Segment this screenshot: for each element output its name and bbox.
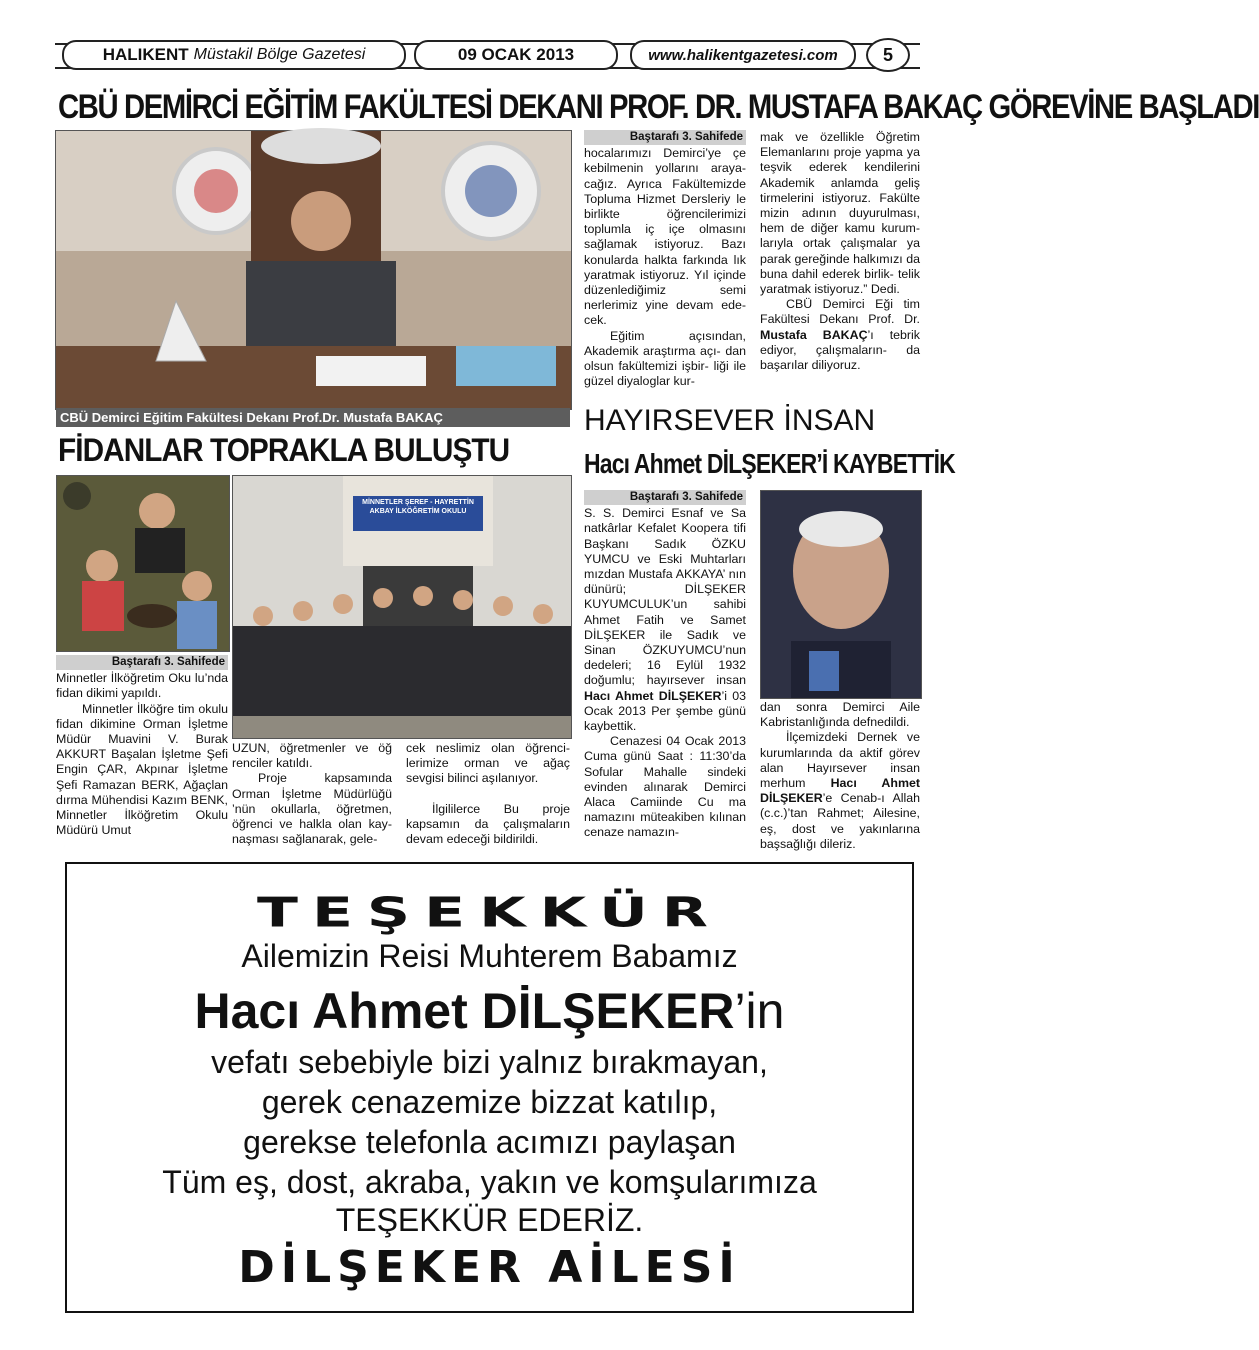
article3-column-1 <box>584 490 746 841</box>
article2-col2-paragraph1: UZUN, öğretmenler ve öğ renciler katıldı. <box>232 741 392 771</box>
article1-headline: CBÜ DEMİRCİ EĞİTİM FAKÜLTESİ DEKANI PROF. DR. MUSTAFA BAKAÇ GÖREVİNE BAŞLADI <box>58 88 1259 126</box>
article2-column-3 <box>406 741 570 847</box>
tree-planting-illustration <box>57 476 229 651</box>
article2-col3-paragraph2: İlgililerce Bu proje kapsamın da çalışmaların devam edeceği bildirildi. <box>406 801 570 847</box>
article3-column-2 <box>760 700 920 852</box>
ad-line5: gerekse telefonla acımızı paylaşan <box>243 1124 736 1160</box>
thank-you-ad <box>65 862 914 1313</box>
article2-col2-paragraph2: Proje kapsamında Orman İşletme Müdürlüğü ’nün okullarla, öğretmen, öğrenci ve halkla olan kay- naşması sağlanarak, gele- <box>232 771 392 847</box>
dean-photo-illustration <box>56 131 571 409</box>
page-number: 5 <box>866 38 910 72</box>
ad-line6: Tüm eş, dost, akraba, yakın ve komşularımıza <box>162 1164 817 1200</box>
article2-continued-label: Baştarafı 3. Sahifede <box>56 655 228 670</box>
article1-col2-paragraph2 <box>760 297 920 373</box>
ad-line7: TEŞEKKÜR EDERİZ. <box>335 1202 644 1238</box>
tree-planting-photo <box>56 475 230 652</box>
deceased-portrait <box>760 490 922 699</box>
school-sign: MİNNETLER ŞEREF - HAYRETTİN AKBAY İLKÖĞRETİM OKULU <box>362 499 474 515</box>
article1-continued-label: Baştarafı 3. Sahifede <box>584 130 746 145</box>
article2-column-2 <box>232 741 392 847</box>
deceased-name: Hacı Ahmet DİLŞEKER <box>584 688 722 703</box>
ad-line4: gerek cenazemize bizzat katılıp, <box>261 1084 718 1120</box>
article3-col1-paragraph1 <box>584 506 746 734</box>
article2-col1-paragraph1: Minnetler İlköğretim Oku lu’nda fidan dikimi yapıldı. <box>56 671 228 701</box>
article3-col1-p1-post: ’i 03 Ocak 2013 Per şembe günü kaybettik. <box>584 688 746 734</box>
article3-col2-paragraph1: dan sonra Demirci Aile Kabristanlığında defnedildi. <box>760 700 920 730</box>
article2-headline: FİDANLAR TOPRAKLA BULUŞTU <box>58 432 510 468</box>
article3-col2-p2-pre: İlçemizdeki Dernek ve kurumlarında da aktif görev alan Hayırsever insan merhum <box>760 730 920 791</box>
dean-photo-caption: CBÜ Demirci Eğitim Fakültesi Dekanı Prof.Dr. Mustafa BAKAÇ <box>56 408 570 427</box>
paper-name-pill <box>62 40 406 70</box>
article1-column-1 <box>584 130 746 389</box>
article3-headline: Hacı Ahmet DİLŞEKER’İ KAYBETTİK <box>584 448 955 479</box>
article1-col1-paragraph2: Eğitim açısından, Akademik araştırma açı- dan olsun fakültemizi işbir- liği ile güzel diyaloglar kur- <box>584 328 746 389</box>
article1-col2-p2-post: ’ı tebrik ediyor, çalışmaların- da başarılar diliyoruz. <box>760 327 920 373</box>
article3-col1-paragraph2: Cenazesi 04 Ocak 2013 Cuma günü Saat : 11:30’da Sofular Mahalle sindeki evinden alınarak Demirci Alaca Camiinde Cu ma namazını müteakiben kılınan cenaze namazın- <box>584 734 746 840</box>
ad-line1: Ailemizin Reisi Muhterem Babamız <box>241 938 738 974</box>
portrait-illustration <box>761 491 921 698</box>
deceased-name-2: Hacı Ahmet DİLŞEKER <box>760 776 920 806</box>
website-link[interactable]: www.halikentgazetesi.com <box>630 40 856 70</box>
ad-title: TEŞEKKÜR <box>257 889 722 937</box>
ad-signature: DİLŞEKER AİLESİ <box>238 1242 741 1293</box>
article3-continued-label: Baştarafı 3. Sahifede <box>584 490 746 505</box>
dean-name: Mustafa BAKAÇ <box>760 327 868 342</box>
article3-col1-p1-pre: S. S. Demirci Esnaf ve Sa natkârlar Kefalet Koopera tifi Başkanı Sadık ÖZKU YUMCU ve Eski Muhtarları mızdan Mustafa AKKAYA’ nın dünürü; DİLŞEKER KUYUMCULUK’un sahibi Ahmet Fatih ve Samet DİLŞEKER ile Sadık ve Sinan ÖZKUYUMCU’nun dedeleri; 16 Eylül 1932 doğumlu; hayırsever insan <box>584 506 746 688</box>
article2-column-1 <box>56 655 228 838</box>
article3-col2-paragraph2 <box>760 730 920 852</box>
article1-col2-paragraph1: mak ve özellikle Öğretim Elemanlarını proje yapma ya teşvik ederek kendilerini Akademik anlamda geliş tirmelerini istiyoruz. Fakülte mizin adının duyurulması, hem de diğer kamu kurum- larıyla ortak çalışmalar ya parak gereğinde halkımızı da buna dahil ederek birlik- telik yaratmak istiyoruz.” Dedi. <box>760 130 920 297</box>
article3-kicker: HAYIRSEVER İNSAN <box>584 404 876 437</box>
ad-line2 <box>67 982 912 1040</box>
issue-date: 09 OCAK 2013 <box>414 40 618 70</box>
ad-line3: vefatı sebebiyle bizi yalnız bırakmayan, <box>211 1044 768 1080</box>
article2-col3-paragraph1: cek neslimiz olan öğrenci- lerimize orman ve ağaç sevgisi bilinci aşılanıyor. <box>406 741 570 786</box>
paper-name: HALIKENT <box>102 45 189 64</box>
article3-col2-p2-post: ’e Cenab-ı Allah (c.c.)’tan Rahmet; Ailesine, eş, dost ve yakınlarına başsağlığı dileriz. <box>760 791 920 851</box>
article2-col1-paragraph2: Minnetler İlköğre tim okulu fidan dikimine Orman İşletme Müdür Muavini V. Burak AKKURT Başalan İşletme Şefi Engin ÇAR, Akpınar İşletme Şefi Ramazan BERK, Ağaçlan dırma Mühendisi Kazım BENK, Minnetler İlköğretim Okulu Müdürü Umut <box>56 701 228 838</box>
article1-column-2 <box>760 130 920 373</box>
ad-deceased-name: Hacı Ahmet DİLŞEKER <box>194 983 735 1039</box>
article1-col2-p2-pre: CBÜ Demirci Eği tim Fakültesi Dekanı Prof. Dr. <box>760 297 920 327</box>
article1-col1-paragraph1: hocalarımızı Demirci’ye çe kebilmenin yollarını araya- cağız. Ayrıca Fakültemizde Topluma Hizmet Dersleriy le birlikte öğrencilerimizi toplumla iç içe olmasını sağlamak istiyoruz. Bazı konularda halkta farkında lık yaratmak istiyoruz. Yıl içinde düzenlediğimiz semi nerlerimiz yine devam ede- cek. <box>584 146 746 328</box>
school-group-photo <box>232 475 572 739</box>
paper-subtitle: Müstakil Bölge Gazetesi <box>193 46 366 63</box>
dean-photo <box>55 130 572 410</box>
ad-line2-suffix: ’in <box>734 983 785 1039</box>
